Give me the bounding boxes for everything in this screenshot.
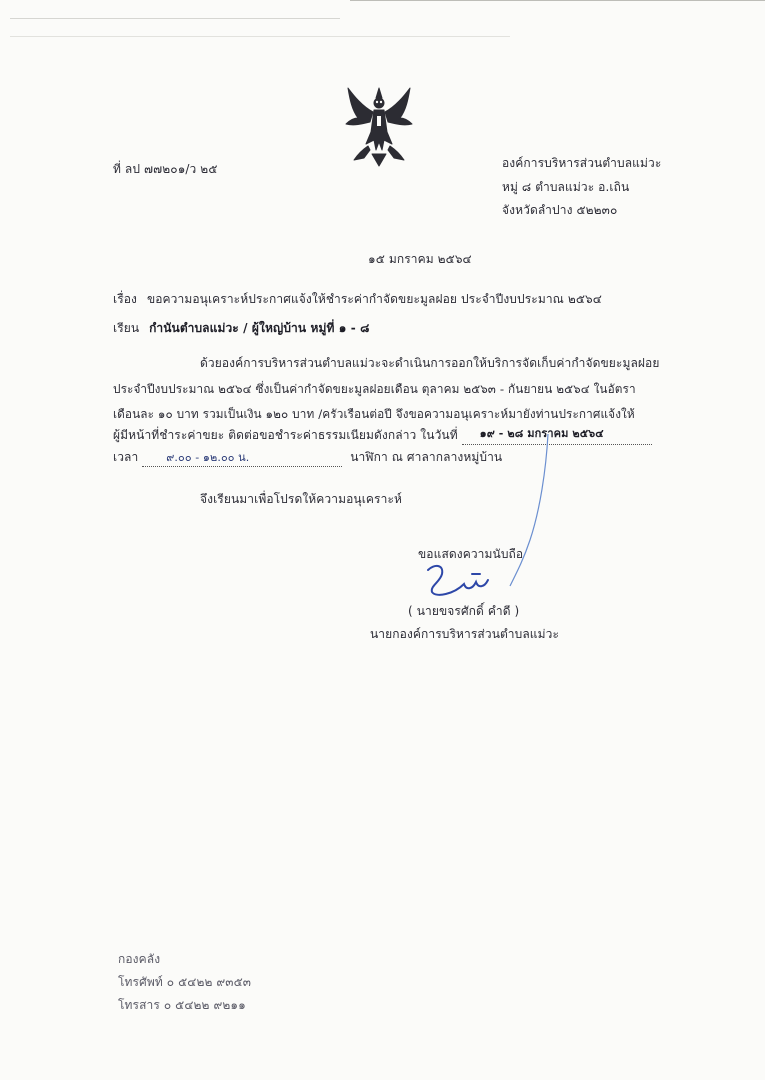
- body-line-4: [113, 426, 652, 445]
- body-line-2: ประจำปีงบประมาณ ๒๕๖๔ ซึ่งเป็นค่ากำจัดขยะมูลฝอยเดือน ตุลาคม ๒๕๖๓ - กันยายน ๒๕๖๔ ในอัตรา: [113, 382, 636, 396]
- scan-artifact-line: [10, 36, 510, 37]
- scan-artifact-line: [10, 18, 340, 19]
- signer-title: นายกองค์การบริหารส่วนตำบลแม่วะ: [370, 627, 560, 641]
- time-value: ๙.๐๐ - ๑๒.๐๐ น.: [166, 451, 250, 464]
- body-line-4-text: ผู้มีหน้าที่ชำระค่าขยะ ติดต่อขอชำระค่าธรรมเนียมดังกล่าว ในวันที่: [113, 428, 458, 442]
- sender-org: องค์การบริหารส่วนตำบลแม่วะ: [502, 156, 662, 170]
- footer-department: กองคลัง: [118, 952, 161, 966]
- time-label: เวลา: [113, 450, 139, 464]
- subject-line: [113, 290, 602, 309]
- subject-text: ขอความอนุเคราะห์ประกาศแจ้งให้ชำระค่ากำจัดขยะมูลฝอย ประจำปีงบประมาณ ๒๕๖๔: [146, 292, 602, 306]
- date-range-value: ๑๙ - ๒๘ มกราคม ๒๕๖๔: [479, 427, 604, 440]
- signature-mark: [420, 560, 500, 600]
- body-line-5: [113, 448, 502, 467]
- time-field: [142, 452, 342, 467]
- recipient-text: กำนันตำบลแม่วะ / ผู้ใหญ่บ้าน หมู่ที่ ๑ - ๘: [149, 321, 370, 335]
- recipient-line: [113, 319, 369, 338]
- body-line-3: เดือนละ ๑๐ บาท รวมเป็นเงิน ๑๒๐ บาท /ครัวเรือนต่อปี จึงขอความอนุเคราะห์มายังท่านประกาศแจ้งให้: [113, 407, 635, 421]
- time-suffix: นาฬิกา ณ ศาลากลางหมู่บ้าน: [350, 450, 503, 464]
- body-line-1: ด้วยองค์การบริหารส่วนตำบลแม่วะจะดำเนินการออกให้บริการจัดเก็บค่ากำจัดขยะมูลฝอย: [200, 356, 660, 370]
- sender-address: หมู่ ๘ ตำบลแม่วะ อ.เถิน: [502, 180, 630, 194]
- garuda-emblem: [340, 84, 418, 168]
- document-date: ๑๕ มกราคม ๒๕๖๔: [368, 252, 472, 266]
- scan-artifact-line: [350, 0, 765, 1]
- pen-stroke-mark: [490, 430, 560, 590]
- footer-fax: โทรสาร ๐ ๕๔๒๒ ๙๒๑๑: [118, 998, 246, 1012]
- closing-line: จึงเรียนมาเพื่อโปรดให้ความอนุเคราะห์: [200, 492, 403, 506]
- subject-label: เรื่อง: [113, 292, 138, 306]
- sender-province: จังหวัดลำปาง ๕๒๒๓๐: [502, 203, 618, 217]
- footer-phone: โทรศัพท์ ๐ ๕๔๒๒ ๙๓๕๓: [118, 975, 252, 989]
- recipient-label: เรียน: [113, 321, 140, 335]
- regards-line: ขอแสดงความนับถือ: [418, 547, 524, 561]
- document-number: ที่ ลป ๗๗๒๐๑/ว ๒๕: [113, 162, 218, 176]
- signer-name: ( นายขจรศักดิ์ คำดี ): [408, 604, 520, 618]
